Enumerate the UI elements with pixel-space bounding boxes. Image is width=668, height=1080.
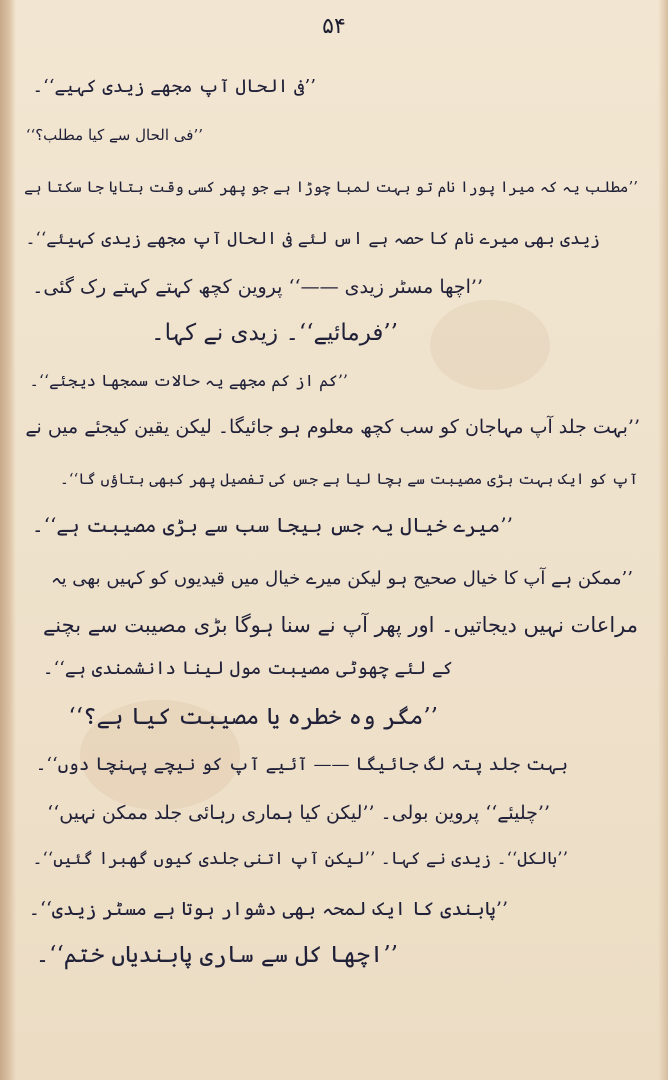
text-line-18: ’’پابندی کا ایک لمحہ بھی دشوار ہوتا ہے مسٹر زیدی‘‘۔ [28,898,508,920]
text-line-10: ’’میرے خیال یہ جس بیجا سب سے بڑی مصیبت ہے‘‘۔ [31,513,513,537]
text-line-12: مراعات نہیں دیجاتیں۔ اور پھر آپ نے سنا ہوگا بڑی مصیبت سے بچنے [43,613,638,637]
text-line-11: ’’ممکن ہے آپ کا خیال صحیح ہو لیکن میرے خیال میں قیدیوں کو کہیں بھی یہ [51,568,633,589]
text-line-4: زیدی بھی میرے نام کا حصہ ہے اس لئے فی الحال آپ مجھے زیدی کہیئے‘‘۔ [25,229,600,249]
page-binding-edge [0,0,16,1080]
text-line-5: ’’اچھا مسٹر زیدی ——‘‘ پروین کچھ کہتے کہتے رک گئی۔ [32,276,483,298]
text-line-7: ’’کم از کم مجھے یہ حالات سمجھا دیجئے‘‘۔ [29,371,348,390]
page-outer-edge [658,0,668,1080]
text-line-16: ’’چلیئے‘‘ پروین بولی۔ ’’لیکن کیا ہماری رہائی جلد ممکن نہیں‘‘ [47,802,550,824]
text-line-6: ’’فرمائیے‘‘۔ زیدی نے کہا۔ [151,320,398,346]
text-line-3: ’’مطلب یہ کہ میرا پورا نام تو بہت لمبا چوڑا ہے جو پھر کسی وقت بتایا جا سکتا ہے [24,178,638,196]
text-line-9: آپ کو ایک بہت بڑی مصیبت سے بچا لیا ہے جس کی تفصیل پھر کبھی بتاؤں گا‘‘۔ [59,470,638,488]
text-line-17: ’’بالکل‘‘۔ زیدی نے کہا۔ ’’لیکن آپ اتنی جلدی کیوں گھبرا گئیں‘‘۔ [32,849,568,869]
text-line-19: ’’اچھا کل سے ساری پابندیاں ختم‘‘۔ [35,942,398,968]
text-line-13: کے لئے چھوٹی مصیبت مول لینا دانشمندی ہے‘‘۔ [42,658,453,679]
text-line-15: بہت جلد پتہ لگ جائیگا —— آئیے آپ کو نیچے پہنچا دوں‘‘۔ [35,754,568,775]
text-line-2: ’’فی الحال سے کیا مطلب؟‘‘ [25,126,203,144]
paper-stain [430,300,550,390]
text-line-8: ’’بہت جلد آپ مہاجان کو سب کچھ معلوم ہو جائیگا۔ لیکن یقین کیجئے میں نے [25,416,640,438]
text-line-1: ’’فی الحال آپ مجھے زیدی کہیے‘‘۔ [32,76,316,97]
text-line-14: ’’مگر وہ خطرہ یا مصیبت کیا ہے؟‘‘ [68,704,438,730]
page-number: ۵۴ [322,14,346,39]
